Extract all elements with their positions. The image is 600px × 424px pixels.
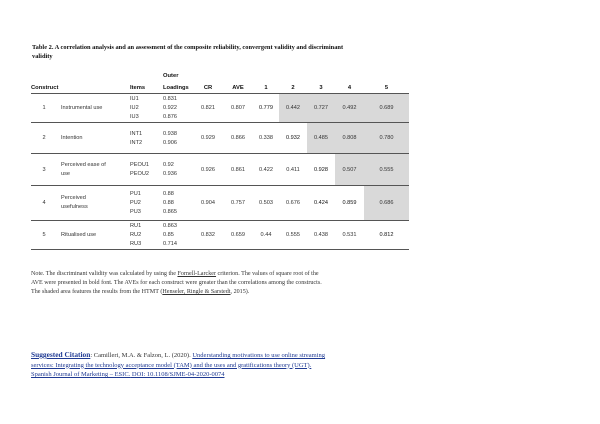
header-col-3: 3 bbox=[307, 82, 335, 94]
loading-value: 0.85 bbox=[163, 231, 174, 238]
item-code: INT2 bbox=[127, 138, 160, 154]
construct-name-line: Perceived ease of bbox=[61, 161, 106, 168]
citation-title-link[interactable]: Understanding motivations to use online streaming services: Integrating the technology acceptance model (TAM) and the uses and gratifications theory (UGT). Spanish Journal of Marketing – ESIC. bbox=[31, 352, 326, 378]
header-items: Items bbox=[127, 82, 160, 94]
header-col-5: 5 bbox=[364, 82, 409, 94]
cr-value: 0.926 bbox=[193, 154, 223, 186]
cr-value: 0.832 bbox=[193, 220, 223, 249]
ave-value: 0.659 bbox=[223, 220, 253, 249]
item-code: RU1 bbox=[130, 222, 142, 229]
item-code: PU1 bbox=[130, 190, 141, 197]
construct-number: 3 bbox=[31, 154, 57, 186]
construct-number: 4 bbox=[31, 186, 57, 221]
htmt-cell: 0.485 bbox=[307, 122, 335, 154]
item-code: PU3 bbox=[127, 208, 160, 221]
table-note bbox=[31, 270, 331, 297]
table-caption: Table 2. A correlation analysis and an assessment of the composite reliability, convergent validity and discriminant validity bbox=[32, 44, 344, 60]
construct-name-line: usefulness bbox=[61, 204, 88, 211]
item-code: INT1 bbox=[130, 130, 143, 137]
header-outer: Outer bbox=[163, 73, 179, 79]
construct-number: 5 bbox=[31, 220, 57, 249]
htmt-cell: 0.442 bbox=[279, 94, 307, 123]
construct-name: Ritualised use bbox=[57, 220, 127, 249]
htmt-cell: 0.689 bbox=[364, 94, 409, 123]
correlation-cell: 0.438 bbox=[307, 220, 335, 249]
loading-value: 0.922 bbox=[163, 104, 177, 111]
correlation-cell: 0.812 bbox=[364, 220, 409, 249]
correlation-cell: 0.859 bbox=[335, 186, 364, 221]
construct-name bbox=[57, 186, 127, 221]
htmt-cell: 0.808 bbox=[335, 122, 364, 154]
item-code: PU2 bbox=[130, 200, 141, 207]
loading-value: 0.876 bbox=[160, 113, 193, 123]
correlation-cell: 0.411 bbox=[279, 154, 307, 186]
htmt-cell: 0.492 bbox=[335, 94, 364, 123]
loading-value: 0.88 bbox=[163, 200, 174, 207]
construct-number: 2 bbox=[31, 122, 57, 154]
note-end: , 2015). bbox=[230, 289, 250, 295]
loading-value: 0.865 bbox=[160, 208, 193, 221]
item-code: PEOU1 bbox=[130, 162, 149, 169]
construct-name-line: Perceived bbox=[61, 195, 86, 202]
htmt-cell: 0.727 bbox=[307, 94, 335, 123]
cr-value: 0.821 bbox=[193, 94, 223, 123]
header-col-4: 4 bbox=[335, 82, 364, 94]
construct-number: 1 bbox=[31, 94, 57, 123]
header-col-1: 1 bbox=[253, 82, 279, 94]
correlation-cell: 0.531 bbox=[335, 220, 364, 249]
header-ave: AVE bbox=[223, 82, 253, 94]
cr-value: 0.929 bbox=[193, 122, 223, 154]
header-col-2: 2 bbox=[279, 82, 307, 94]
loading-value: 0.88 bbox=[163, 190, 174, 197]
citation-label: Suggested Citation bbox=[31, 350, 91, 359]
construct-name bbox=[57, 154, 127, 186]
loading-value: 0.906 bbox=[160, 138, 193, 154]
table-row bbox=[31, 220, 409, 230]
correlation-cell: 0.928 bbox=[307, 154, 335, 186]
correlation-cell: 0.676 bbox=[279, 186, 307, 221]
suggested-citation bbox=[31, 350, 331, 380]
loading-value: 0.938 bbox=[163, 130, 177, 137]
item-code: RU3 bbox=[127, 240, 160, 250]
citation-authors: Camilleri, M.A. & Falzon, L. (2020). bbox=[93, 352, 193, 359]
htmt-cell: 0.686 bbox=[364, 186, 409, 221]
cr-value: 0.904 bbox=[193, 186, 223, 221]
table-row bbox=[31, 186, 409, 199]
citation-doi-link[interactable]: DOI: 10.1108/SJME-04-2020-0074 bbox=[130, 371, 225, 378]
citation-colon: : bbox=[90, 352, 94, 359]
loading-value: 0.936 bbox=[160, 170, 193, 186]
correlation-cell: 0.503 bbox=[253, 186, 279, 221]
htmt-cell: 0.780 bbox=[364, 122, 409, 154]
loading-value: 0.831 bbox=[163, 95, 177, 102]
note-prefix: Note. The discriminant validity was calculated by using the bbox=[31, 271, 178, 277]
htmt-cell: 0.507 bbox=[335, 154, 364, 186]
correlation-cell: 0.422 bbox=[253, 154, 279, 186]
table-row bbox=[31, 122, 409, 138]
correlation-cell: 0.932 bbox=[279, 122, 307, 154]
loading-value: 0.863 bbox=[163, 222, 177, 229]
correlation-cell: 0.44 bbox=[253, 220, 279, 249]
construct-name-line: use bbox=[61, 170, 71, 177]
construct-name: Intention bbox=[57, 122, 127, 154]
header-cr: CR bbox=[193, 82, 223, 94]
item-code: PEOU2 bbox=[127, 170, 160, 186]
table-row bbox=[31, 94, 409, 104]
correlation-table bbox=[31, 70, 409, 250]
correlation-cell: 0.424 bbox=[307, 186, 335, 221]
ave-value: 0.866 bbox=[223, 122, 253, 154]
htmt-cell: 0.555 bbox=[364, 154, 409, 186]
note-link-fornell-larcker: Fornell-Larcker bbox=[177, 271, 217, 277]
loading-value: 0.714 bbox=[160, 240, 193, 250]
item-code: RU2 bbox=[130, 231, 142, 238]
correlation-cell: 0.338 bbox=[253, 122, 279, 154]
ave-value: 0.807 bbox=[223, 94, 253, 123]
loading-value: 0.92 bbox=[163, 162, 174, 169]
construct-name: Instrumental use bbox=[57, 94, 127, 123]
item-code: IU2 bbox=[130, 104, 139, 111]
header-loadings: Loadings bbox=[160, 82, 193, 94]
note-body: criterion. The values of square root of the AVE were presented in bold font. The AVEs for each construct were greater than the correlations among the constructs. The shaded area features the results from the HTMT ( bbox=[31, 271, 322, 295]
ave-value: 0.861 bbox=[223, 154, 253, 186]
item-code: IU1 bbox=[130, 95, 139, 102]
item-code: IU3 bbox=[127, 113, 160, 123]
header-construct: Construct bbox=[31, 82, 127, 94]
note-authors: Henseler, Ringle & Sarstedt bbox=[162, 289, 231, 295]
correlation-cell: 0.555 bbox=[279, 220, 307, 249]
correlation-cell: 0.779 bbox=[253, 94, 279, 123]
ave-value: 0.757 bbox=[223, 186, 253, 221]
table-row bbox=[31, 154, 409, 170]
